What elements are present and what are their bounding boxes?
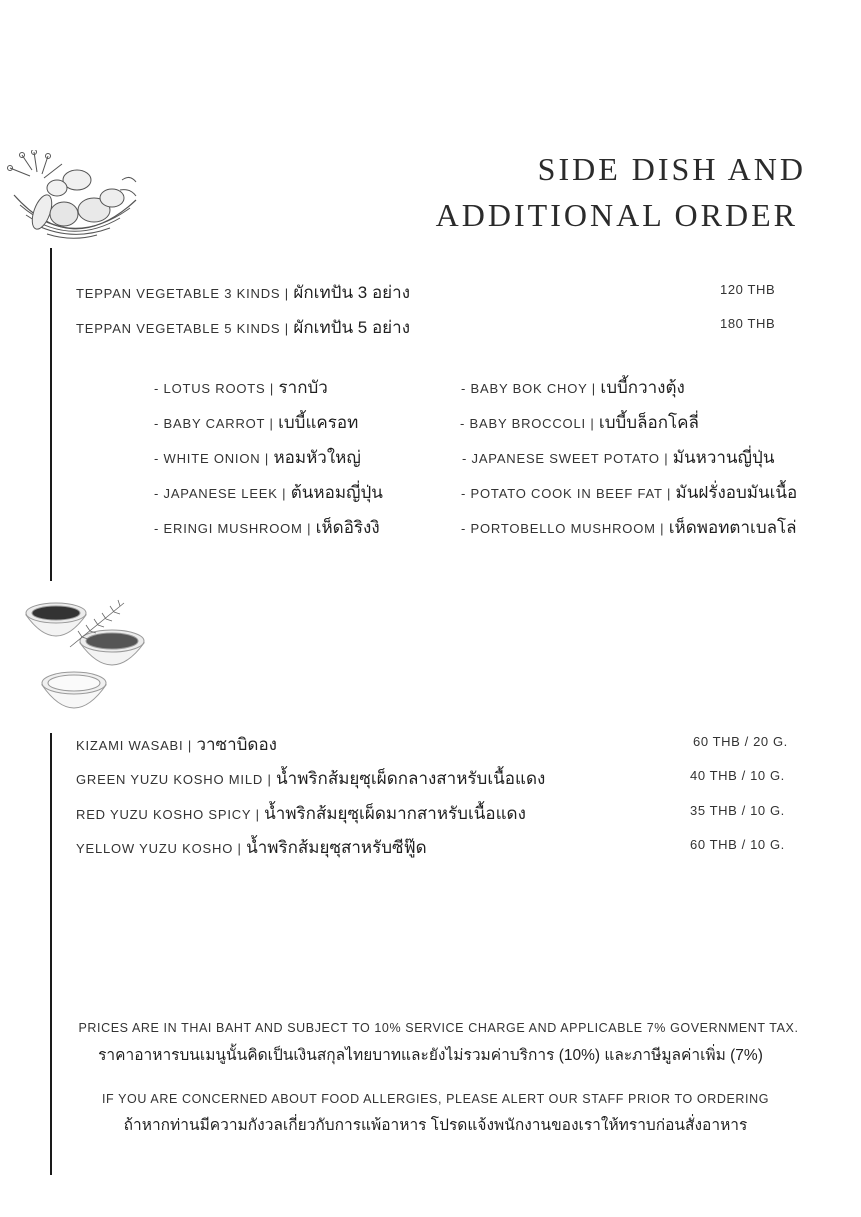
condiment-row-2 bbox=[76, 765, 545, 792]
page-title-line-2: ADDITIONAL ORDER bbox=[435, 197, 798, 233]
veg-left-1 bbox=[154, 374, 328, 401]
page-title-line-1: SIDE DISH AND bbox=[537, 151, 806, 187]
teppan-row-1 bbox=[76, 279, 410, 306]
veg-left-4-th: ต้นหอมญี่ปุ่น bbox=[290, 483, 383, 502]
condiment-row-1-en: KIZAMI WASABI | bbox=[76, 738, 197, 753]
condiment-row-4-en: YELLOW YUZU KOSHO | bbox=[76, 841, 247, 856]
veg-right-2 bbox=[460, 409, 699, 436]
sauce-bowls-icon bbox=[20, 595, 150, 725]
veg-right-4-en: - POTATO COOK IN BEEF FAT | bbox=[461, 486, 676, 501]
veg-right-5-th: เห็ดพอทตาเบลโล่ bbox=[668, 518, 797, 537]
price-note-th: ราคาอาหารบนเมนูนั้นคิดเป็นเงินสกุลไทยบาทและยังไม่รวมค่าบริการ (10%) และภาษีมูลค่าเพิ่ม (7%) bbox=[98, 1047, 763, 1064]
veg-left-1-en: - LOTUS ROOTS | bbox=[154, 381, 279, 396]
allergy-note-th: ถ้าหากท่านมีความกังวลเกี่ยวกับการแพ้อาหาร โปรดแจ้งพนักงานของเราให้ทราบก่อนสั่งอาหาร bbox=[123, 1117, 748, 1134]
condiment-row-3-price: 35 THB / 10 G. bbox=[690, 803, 785, 818]
veg-left-3-en: - WHITE ONION | bbox=[154, 451, 274, 466]
teppan-row-2-price: 180 THB bbox=[720, 316, 776, 331]
veg-right-1-th: เบบี้กวางตุ้ง bbox=[600, 378, 685, 397]
veg-left-1-th: รากบัว bbox=[278, 378, 328, 397]
teppan-row-1-price: 120 THB bbox=[720, 282, 776, 297]
veg-right-5 bbox=[461, 514, 797, 541]
condiment-row-4 bbox=[76, 834, 427, 861]
condiment-row-1 bbox=[76, 731, 277, 758]
veg-left-3 bbox=[154, 444, 361, 471]
veg-left-5 bbox=[154, 514, 380, 541]
veg-left-4-en: - JAPANESE LEEK | bbox=[154, 486, 291, 501]
veg-right-2-en: - BABY BROCCOLI | bbox=[460, 416, 599, 431]
veg-right-4-th: มันฝรั่งอบมันเนื้อ bbox=[675, 483, 798, 502]
condiment-row-1-price: 60 THB / 20 G. bbox=[693, 734, 788, 749]
veg-right-3 bbox=[462, 444, 774, 471]
condiment-row-4-th: น้ำพริกส้มยุซุสาหรับซีฟู๊ด bbox=[246, 838, 427, 857]
teppan-row-2 bbox=[76, 314, 410, 341]
veg-left-5-th: เห็ดอิริงงิ bbox=[315, 518, 380, 537]
veg-right-2-th: เบบี้บล็อกโคลี่ bbox=[598, 413, 699, 432]
veg-right-1-en: - BABY BOK CHOY | bbox=[461, 381, 601, 396]
veg-right-1 bbox=[461, 374, 685, 401]
condiment-row-3-th: น้ำพริกส้มยุซุเผ็ดมากสาหรับเนื้อแดง bbox=[264, 804, 526, 823]
veg-left-2-th: เบบี้แครอท bbox=[278, 413, 359, 432]
teppan-row-2-en: TEPPAN VEGETABLE 5 KINDS | bbox=[76, 321, 294, 336]
veg-right-5-en: - PORTOBELLO MUSHROOM | bbox=[461, 521, 669, 536]
left-divider-top bbox=[50, 248, 52, 581]
veg-right-3-en: - JAPANESE SWEET POTATO | bbox=[462, 451, 673, 466]
condiment-row-3-en: RED YUZU KOSHO SPICY | bbox=[76, 807, 265, 822]
teppan-row-2-th: ผักเทปัน 5 อย่าง bbox=[293, 318, 410, 337]
veg-left-3-th: หอมหัวใหญ่ bbox=[273, 448, 361, 467]
condiment-row-3 bbox=[76, 800, 526, 827]
allergy-note-en: IF YOU ARE CONCERNED ABOUT FOOD ALLERGIES, PLEASE ALERT OUR STAFF PRIOR TO ORDERING bbox=[101, 1092, 770, 1106]
veg-left-4 bbox=[154, 479, 383, 506]
teppan-row-1-th: ผักเทปัน 3 อย่าง bbox=[293, 283, 410, 302]
veg-left-5-en: - ERINGI MUSHROOM | bbox=[154, 521, 316, 536]
teppan-row-1-en: TEPPAN VEGETABLE 3 KINDS | bbox=[76, 286, 294, 301]
vegetable-bowl-icon bbox=[2, 150, 142, 245]
veg-left-2 bbox=[154, 409, 358, 436]
left-divider-bottom bbox=[50, 733, 52, 1175]
condiment-row-1-th: วาซาบิดอง bbox=[196, 735, 277, 754]
veg-right-3-th: มันหวานญี่ปุ่น bbox=[672, 448, 775, 467]
condiment-row-4-price: 60 THB / 10 G. bbox=[690, 837, 785, 852]
condiment-row-2-en: GREEN YUZU KOSHO MILD | bbox=[76, 772, 277, 787]
condiment-row-2-price: 40 THB / 10 G. bbox=[690, 768, 785, 783]
veg-right-4 bbox=[461, 479, 797, 506]
veg-left-2-en: - BABY CARROT | bbox=[154, 416, 279, 431]
price-note-en: PRICES ARE IN THAI BAHT AND SUBJECT TO 10% SERVICE CHARGE AND APPLICABLE 7% GOVERNMENT TAX. bbox=[78, 1021, 799, 1035]
condiment-row-2-th: น้ำพริกส้มยุซุเผ็ดกลางสาหรับเนื้อแดง bbox=[276, 769, 546, 788]
